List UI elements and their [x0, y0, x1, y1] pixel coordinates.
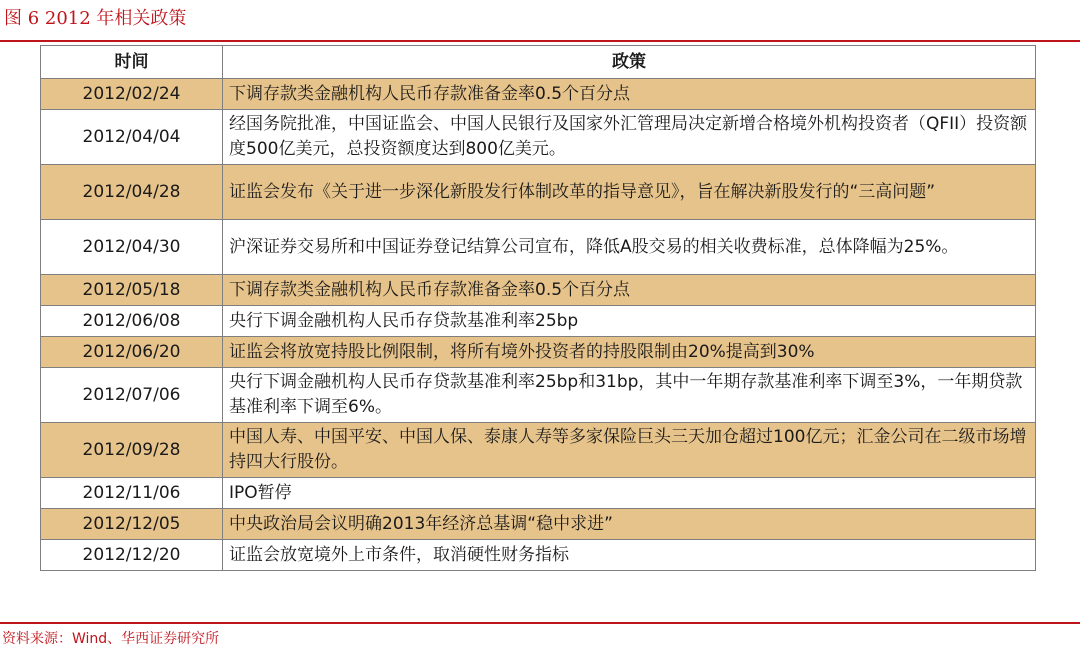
row-policy: 证监会放宽境外上市条件，取消硬性财务指标 [223, 540, 1036, 571]
table-header-row [41, 46, 1036, 79]
table-row [41, 540, 1036, 571]
row-policy: 中央政治局会议明确2013年经济总基调“稳中求进” [223, 509, 1036, 540]
table-row [41, 509, 1036, 540]
source-note: 资料来源：Wind、华西证券研究所 [2, 631, 220, 647]
row-date: 2012/12/20 [41, 540, 223, 571]
row-policy: IPO暂停 [223, 478, 1036, 509]
table-row [41, 478, 1036, 509]
row-date: 2012/02/24 [41, 79, 223, 110]
row-date: 2012/09/28 [41, 423, 223, 478]
row-date: 2012/04/28 [41, 165, 223, 220]
row-policy: 沪深证券交易所和中国证券登记结算公司宣布，降低A股交易的相关收费标准，总体降幅为25%。 [223, 220, 1036, 275]
bottom-divider [0, 622, 1080, 624]
row-date: 2012/05/18 [41, 275, 223, 306]
row-policy: 央行下调金融机构人民币存贷款基准利率25bp和31bp，其中一年期存款基准利率下调至3%，一年期贷款基准利率下调至6%。 [223, 368, 1036, 423]
table-row [41, 79, 1036, 110]
row-date: 2012/06/20 [41, 337, 223, 368]
row-date: 2012/11/06 [41, 478, 223, 509]
row-date: 2012/12/05 [41, 509, 223, 540]
figure-title: 图 6 2012 年相关政策 [4, 8, 187, 29]
row-policy: 中国人寿、中国平安、中国人保、泰康人寿等多家保险巨头三天加仓超过100亿元；汇金公司在二级市场增持四大行股份。 [223, 423, 1036, 478]
row-date: 2012/04/04 [41, 110, 223, 165]
row-policy: 经国务院批准，中国证监会、中国人民银行及国家外汇管理局决定新增合格境外机构投资者（QFII）投资额度500亿美元，总投资额度达到800亿美元。 [223, 110, 1036, 165]
table-row [41, 423, 1036, 478]
row-policy: 下调存款类金融机构人民币存款准备金率0.5个百分点 [223, 79, 1036, 110]
top-divider [0, 40, 1080, 42]
row-date: 2012/07/06 [41, 368, 223, 423]
table-row [41, 110, 1036, 165]
column-header-policy: 政策 [223, 46, 1036, 79]
row-date: 2012/04/30 [41, 220, 223, 275]
table-row [41, 306, 1036, 337]
column-header-date: 时间 [41, 46, 223, 79]
table-row [41, 337, 1036, 368]
policy-table [40, 45, 1036, 571]
row-date: 2012/06/08 [41, 306, 223, 337]
row-policy: 央行下调金融机构人民币存贷款基准利率25bp [223, 306, 1036, 337]
table-row [41, 368, 1036, 423]
table-row [41, 165, 1036, 220]
row-policy: 下调存款类金融机构人民币存款准备金率0.5个百分点 [223, 275, 1036, 306]
row-policy: 证监会发布《关于进一步深化新股发行体制改革的指导意见》，旨在解决新股发行的“三高问题” [223, 165, 1036, 220]
row-policy: 证监会将放宽持股比例限制，将所有境外投资者的持股限制由20%提高到30% [223, 337, 1036, 368]
table-row [41, 220, 1036, 275]
table-row [41, 275, 1036, 306]
